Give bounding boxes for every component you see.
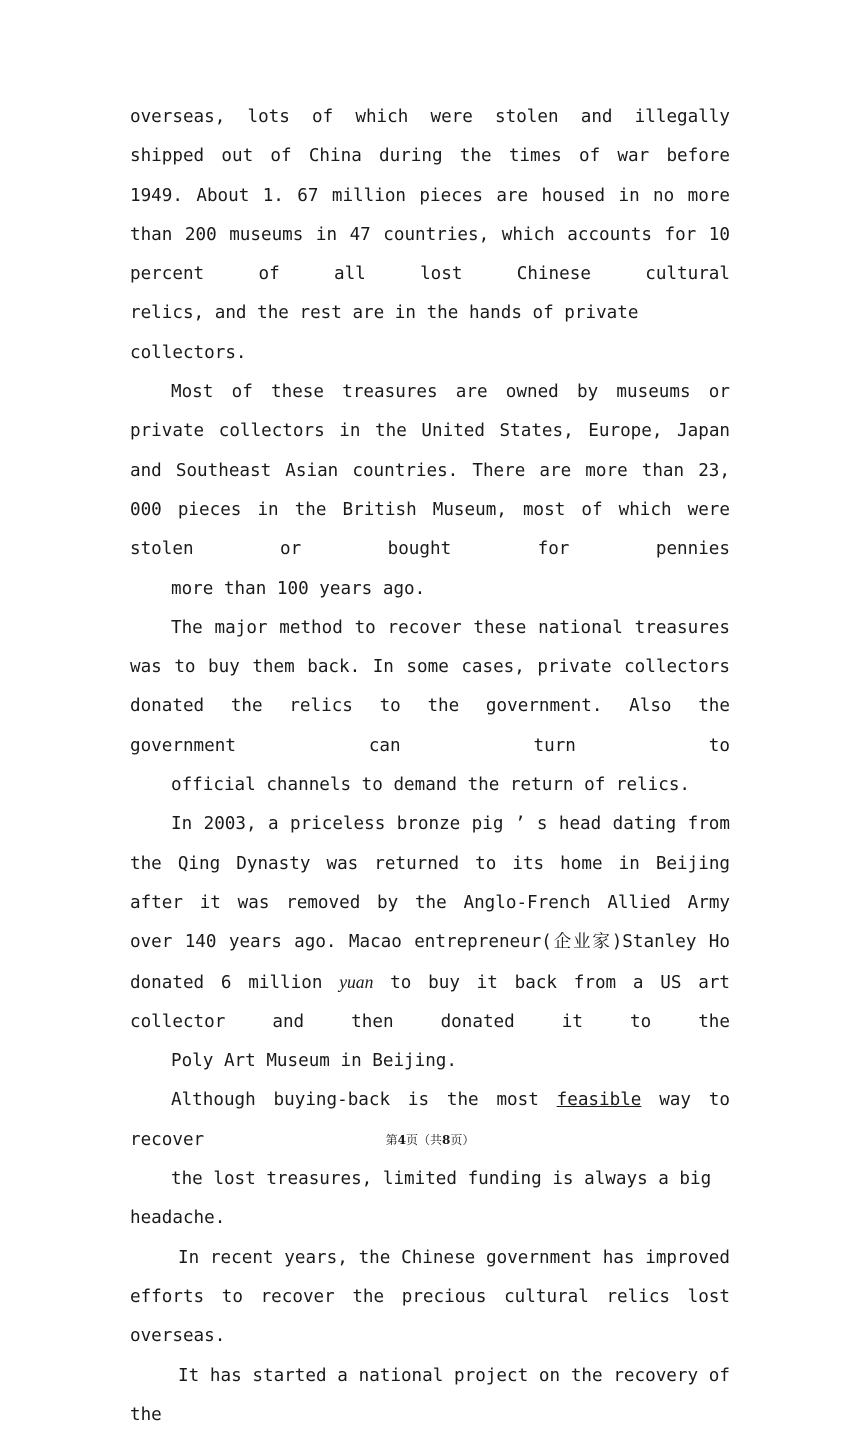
paragraph-3 (130, 609, 730, 805)
text-line: It has started a national project on the recovery of the (130, 1357, 730, 1435)
text-line: relics, and the rest are in the hands of private collectors. (130, 294, 730, 373)
page-number: 4 (398, 1133, 406, 1147)
text-segment: to (373, 973, 411, 993)
text-segment: Macao entrepreneur(企业家)Stanley Ho donated 6 million (130, 932, 730, 992)
underlined-word: feasible (557, 1090, 642, 1110)
text-line: more than 100 years ago. (130, 570, 730, 609)
text-line: Qing Dynasty was returned to its home in Beijing after it was (130, 854, 730, 913)
text-segment: way to recover (130, 1090, 730, 1149)
paragraph-1 (130, 98, 730, 373)
footer-middle: 页（共 (406, 1133, 442, 1147)
text-line: Asian countries. There are more than 23, 000 pieces in the (130, 461, 730, 520)
text-line: Most of these treasures are owned by museums or private (130, 382, 730, 441)
italic-term: yuan (339, 972, 373, 992)
total-pages: 8 (442, 1133, 450, 1147)
text-line: overseas, lots of which were stolen and illegally shipped out (130, 107, 730, 166)
text-line: British Museum, most of which were stolen or bought for pennies (130, 500, 730, 559)
text-line: the lost treasures, limited funding is always a big headache. (130, 1160, 730, 1239)
text-segment: Although buying-back is the most (171, 1090, 557, 1110)
text-line: Poly Art Museum in Beijing. (130, 1042, 730, 1081)
text-line: removed by the Anglo-French Allied Army over 140 years ago. (130, 893, 730, 952)
text-line: to buy them back. In some cases, private collectors donated the (130, 657, 730, 716)
text-line: official channels to demand the return of relics. (130, 766, 730, 805)
text-line: relics to the government. Also the government can turn to (130, 696, 730, 755)
text-line: buy it back from a US art collector and then donated it to the (130, 973, 730, 1032)
text-line: The major method to recover these national treasures was (130, 618, 730, 677)
text-line: collectors in the United States, Europe, Japan and Southeast (130, 421, 730, 480)
paragraph-2 (130, 373, 730, 609)
text-line: In recent years, the Chinese government has improved (178, 1248, 730, 1268)
document-body (130, 98, 730, 1435)
footer-suffix: 页） (450, 1133, 474, 1147)
paragraph-6 (130, 1239, 730, 1435)
text-line: which accounts for 10 percent of all lost Chinese cultural (130, 225, 730, 284)
footer-prefix: 第 (386, 1133, 398, 1147)
text-line: pieces are housed in no more than 200 museums in 47 countries, (130, 186, 730, 245)
text-line: In 2003, a priceless bronze pig ’ s head dating from the (130, 814, 730, 873)
page-footer (0, 1131, 860, 1148)
paragraph-5 (130, 1081, 730, 1238)
text-line: efforts to recover the precious cultural relics lost overseas. (130, 1287, 730, 1346)
paragraph-4 (130, 805, 730, 1081)
text-line: of China during the times of war before 1949. About 1. 67 million (130, 146, 730, 205)
